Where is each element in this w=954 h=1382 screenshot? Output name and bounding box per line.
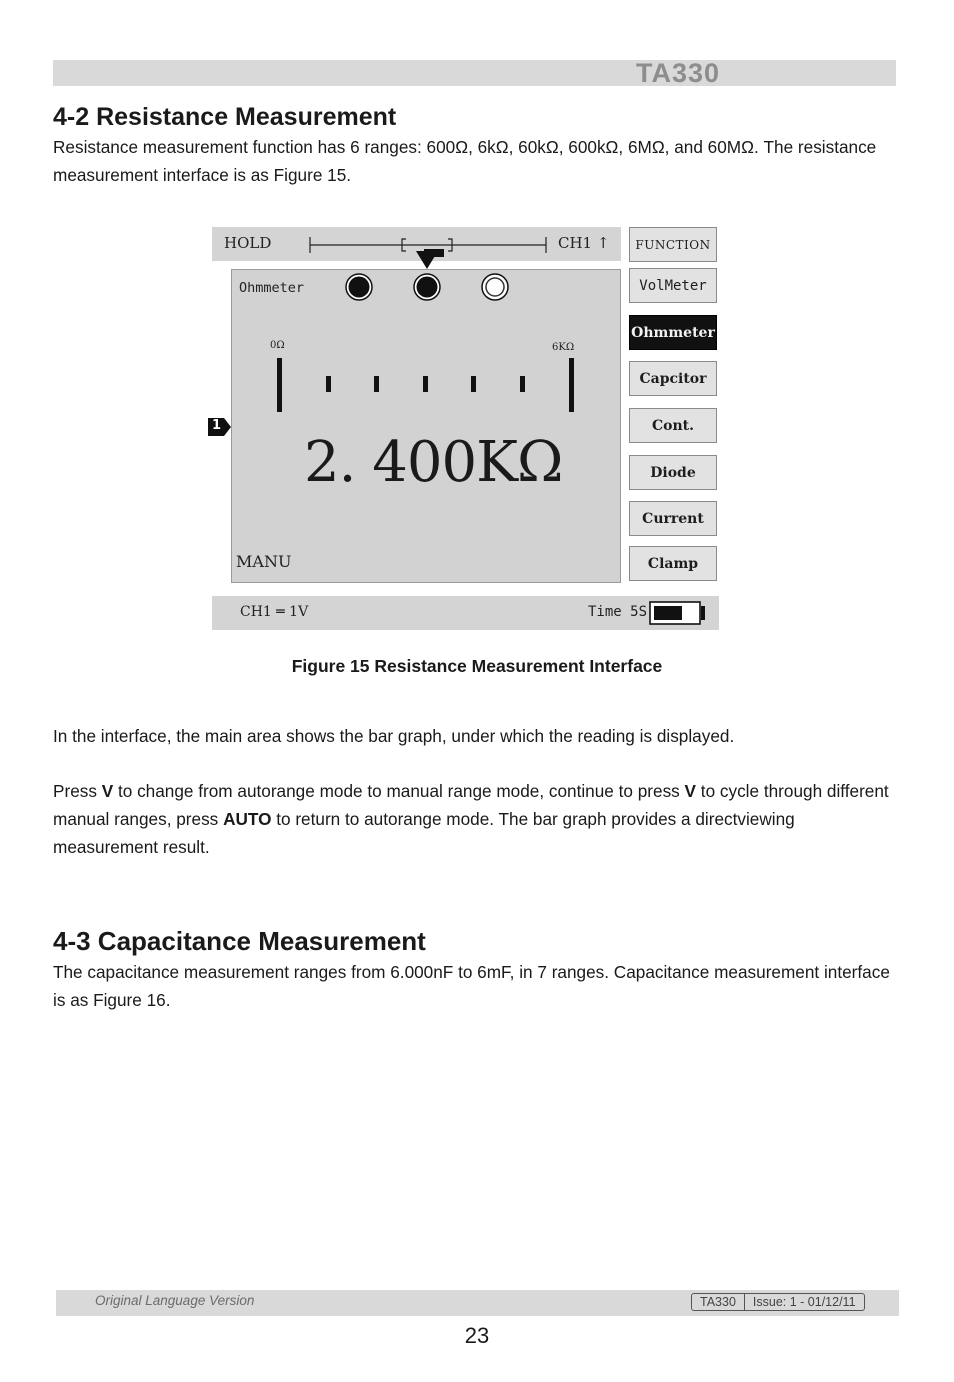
channel-label: CH1 ↑ [558, 234, 610, 252]
section-title-capacitance: 4-3 Capacitance Measurement [53, 926, 426, 956]
page-number: 23 [464, 1323, 490, 1348]
function-button[interactable]: FUNCTION [629, 227, 717, 262]
scale-min-label: 0Ω [270, 340, 285, 351]
figure-resistance-interface [205, 222, 725, 634]
header-bar [53, 60, 896, 86]
range-mode-label: MANU [236, 552, 292, 571]
diode-button[interactable]: Diode [629, 455, 717, 490]
bar-graph-scale [262, 354, 592, 416]
ohmmeter-button[interactable]: Ohmmeter [629, 315, 717, 350]
channel-marker-number: 1 [212, 418, 222, 433]
lcd-bottom-bar [212, 596, 719, 630]
measurement-reading: 2. 400KΩ [304, 430, 563, 495]
channel-1-marker [208, 417, 234, 437]
paragraph-range-instructions [53, 777, 903, 861]
text-segment: to return to autorange mode. The bar graph provides a directviewing measurement result. [53, 809, 795, 857]
section-title-resistance: 4-2 Resistance Measurement [53, 103, 397, 131]
voltmeter-button[interactable]: VolMeter [629, 268, 717, 303]
paragraph-bar-graph: In the interface, the main area shows the bar graph, under which the reading is displayed. [53, 726, 735, 746]
text-segment: to cycle through different manual ranges, press [53, 781, 889, 829]
clamp-button[interactable]: Clamp [629, 546, 717, 581]
time-label: Time 5S [588, 604, 648, 620]
scale-max-label: 6KΩ [552, 342, 575, 353]
range-indicator-dots [342, 270, 522, 304]
lcd-main-area [231, 269, 621, 583]
figure-caption: Figure 15 Resistance Measurement Interface [291, 656, 663, 676]
key-v: V [684, 781, 697, 801]
text-segment: Press [53, 781, 102, 801]
battery-icon [649, 601, 707, 625]
trigger-marker-icon [415, 251, 439, 271]
key-v: V [101, 781, 114, 801]
footer-issue: Issue: 1 - 01/12/11 [752, 1295, 856, 1309]
section-intro-capacitance: The capacitance measurement ranges from 6.000nF to 6mF, in 7 ranges. Capacitance measurement interface is as Figure 16. [53, 962, 890, 1010]
text-segment: to change from autorange mode to manual range mode, continue to press [113, 781, 685, 801]
header-model: TA330 [636, 58, 721, 88]
footer-issue-box [691, 1293, 865, 1311]
channel-coupling-label: CH1 ═ 1V [240, 604, 309, 620]
capacitor-button[interactable]: Capcitor [629, 361, 717, 396]
mode-label: Ohmmeter [239, 280, 305, 296]
current-button[interactable]: Current [629, 501, 717, 536]
section-intro-resistance: Resistance measurement function has 6 ranges: 600Ω, 6kΩ, 60kΩ, 600kΩ, 6MΩ, and 60MΩ. The resistance measurement interface is as Figure 15. [53, 137, 877, 185]
key-auto: AUTO [223, 809, 272, 829]
footer-model: TA330 [700, 1295, 736, 1309]
hold-label: HOLD [224, 234, 272, 252]
continuity-button[interactable]: Cont. [629, 408, 717, 443]
footer-language-note: Original Language Version [95, 1293, 255, 1308]
